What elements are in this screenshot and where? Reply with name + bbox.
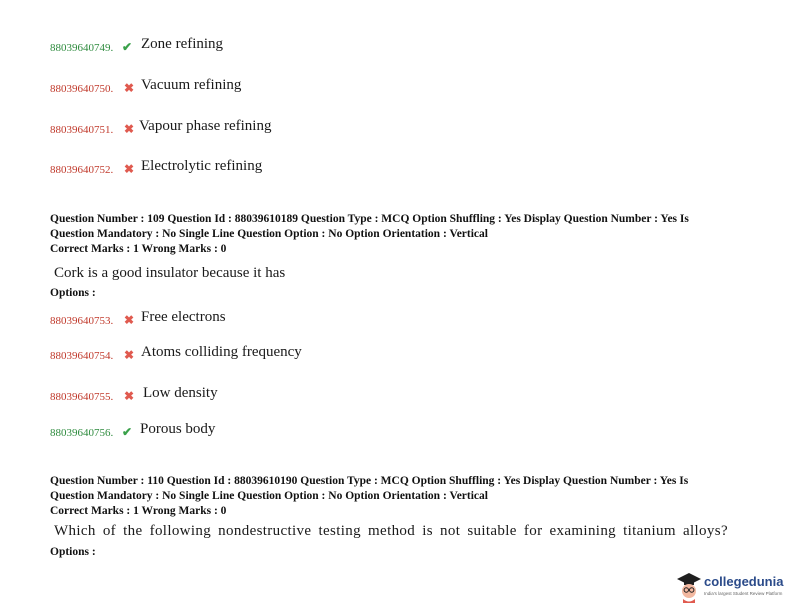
cross-icon: ✖: [124, 389, 135, 403]
marks-line: Correct Marks : 1 Wrong Marks : 0: [50, 243, 227, 255]
check-icon: ✔: [122, 425, 133, 439]
option-id: 88039640752.: [50, 164, 114, 176]
options-label: Options :: [50, 287, 96, 299]
question-text: Cork is a good insulator because it has: [54, 265, 286, 281]
option-id: 88039640751.: [50, 124, 114, 136]
option-id: 88039640750.: [50, 83, 114, 95]
cross-icon: ✖: [124, 122, 135, 136]
graduate-cap-icon: [676, 570, 702, 604]
meta-line: Question Mandatory : No Single Line Question Option : No Option Orientation : Vertical: [50, 490, 488, 502]
option-text: Vapour phase refining: [139, 118, 272, 134]
collegedunia-logo: [676, 570, 786, 606]
cross-icon: ✖: [124, 81, 135, 95]
option-text: Zone refining: [141, 36, 224, 52]
question-meta: [50, 474, 750, 519]
cross-icon: ✖: [124, 348, 135, 362]
option-id: 88039640754.: [50, 350, 114, 362]
option-id: 88039640749.: [50, 42, 114, 54]
option-id: 88039640753.: [50, 315, 114, 327]
check-icon: ✔: [122, 40, 133, 54]
option-text: Low density: [143, 385, 218, 401]
logo-tagline: India's largest Student Review Platform: [704, 591, 783, 596]
option-text: Free electrons: [141, 309, 226, 325]
cross-icon: ✖: [124, 162, 135, 176]
option-text: Atoms colliding frequency: [141, 344, 302, 360]
logo-brand: collegedunia: [704, 574, 784, 589]
question-meta: [50, 212, 750, 257]
cross-icon: ✖: [124, 313, 135, 327]
meta-line: Question Number : 110 Question Id : 88039610190 Question Type : MCQ Option Shuffling : Yes Display Question Number : Yes Is: [50, 475, 689, 487]
meta-line: Question Mandatory : No Single Line Question Option : No Option Orientation : Vertical: [50, 228, 488, 240]
option-id: 88039640755.: [50, 391, 114, 403]
option-id: 88039640756.: [50, 427, 114, 439]
option-text: Porous body: [140, 421, 216, 437]
option-text: Electrolytic refining: [141, 158, 263, 174]
meta-line: Question Number : 109 Question Id : 88039610189 Question Type : MCQ Option Shuffling : Yes Display Question Number : Yes Is: [50, 213, 689, 225]
question-text: Which of the following nondestructive testing method is not suitable for examining titanium alloys?: [54, 523, 728, 539]
option-text: Vacuum refining: [141, 77, 242, 93]
options-label: Options :: [50, 546, 96, 558]
marks-line: Correct Marks : 1 Wrong Marks : 0: [50, 505, 227, 517]
